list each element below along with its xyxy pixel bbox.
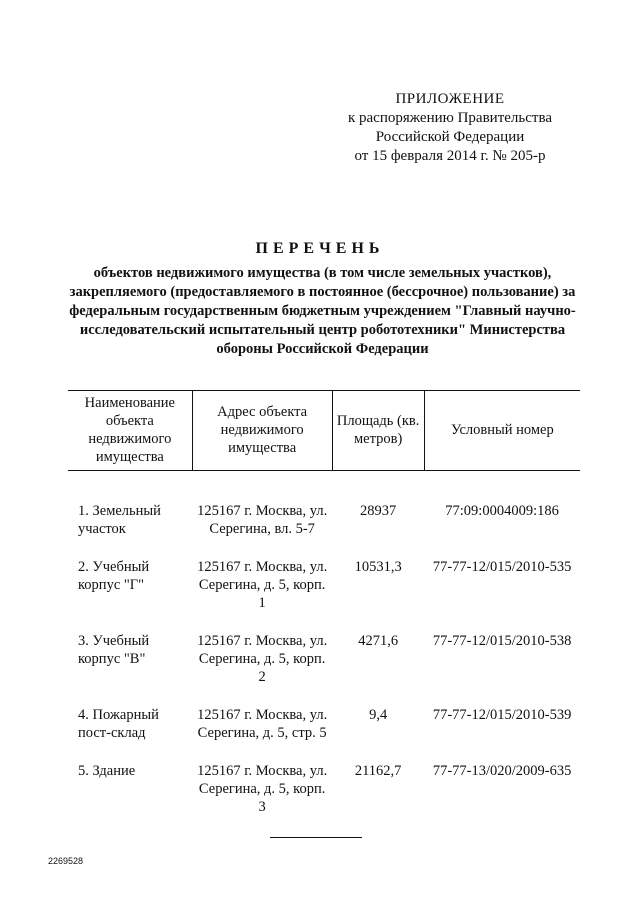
cell-address: 125167 г. Москва, ул. Серегина, д. 5, корп. 2 bbox=[197, 633, 328, 685]
document-subtitle: объектов недвижимого имущества (в том числе земельных участков), закрепляемого (предоставляемого в постоянное (бессрочное) пользование) за федеральным государственным бюджетным учреждением "Главный научно-исследовательский испытательный центр робототехники" Министерства обороны Российской Федерации bbox=[69, 265, 576, 357]
cell-name: 3. Учебный корпус "В" bbox=[78, 633, 150, 667]
header-area: Площадь (кв. метров) bbox=[332, 391, 424, 471]
cell-number: 77-77-12/015/2010-538 bbox=[432, 633, 572, 649]
table-row bbox=[68, 558, 580, 632]
cell-area: 4271,6 bbox=[358, 633, 399, 649]
appendix-date-line: от 15 февраля 2014 г. № 205-р bbox=[354, 148, 546, 164]
cell-area: 21162,7 bbox=[354, 763, 402, 779]
cell-name: 2. Учебный корпус "Г" bbox=[78, 559, 150, 593]
cell-address: 125167 г. Москва, ул. Серегина, д. 5, стр. 5 bbox=[197, 707, 328, 741]
table-row bbox=[68, 706, 580, 762]
document-code: 2269528 bbox=[48, 856, 84, 866]
cell-number: 77:09:0004009:186 bbox=[445, 503, 559, 519]
cell-name: 4. Пожарный пост-склад bbox=[78, 707, 159, 741]
cell-address: 125167 г. Москва, ул. Серегина, д. 5, корп. 1 bbox=[197, 559, 328, 611]
cell-area: 9,4 bbox=[369, 707, 388, 723]
appendix-line-1: к распоряжению Правительства bbox=[347, 110, 552, 126]
cell-number: 77-77-12/015/2010-539 bbox=[432, 707, 572, 723]
cell-area: 28937 bbox=[360, 503, 397, 519]
cell-number: 77-77-12/015/2010-535 bbox=[432, 559, 572, 575]
cell-address: 125167 г. Москва, ул. Серегина, д. 5, корп. 3 bbox=[197, 763, 328, 815]
table-row bbox=[68, 762, 580, 836]
header-address: Адрес объекта недвижимого имущества bbox=[192, 391, 332, 471]
appendix-line-2: Российской Федерации bbox=[375, 129, 525, 145]
property-table bbox=[68, 390, 580, 836]
cell-name: 5. Здание bbox=[78, 763, 136, 779]
header-name: Наименование объекта недвижимого имущества bbox=[68, 391, 192, 471]
table-header-row bbox=[68, 391, 580, 471]
table-row bbox=[68, 632, 580, 706]
document-heading: ПЕРЕЧЕНЬ bbox=[255, 240, 385, 257]
end-divider bbox=[270, 837, 362, 838]
appendix-block bbox=[300, 90, 600, 166]
cell-number: 77-77-13/020/2009-635 bbox=[432, 763, 572, 779]
cell-address: 125167 г. Москва, ул. Серегина, вл. 5-7 bbox=[197, 503, 328, 537]
header-number: Условный номер bbox=[424, 391, 580, 471]
table-row bbox=[68, 471, 580, 559]
cell-area: 10531,3 bbox=[354, 559, 402, 575]
appendix-title: ПРИЛОЖЕНИЕ bbox=[395, 91, 505, 107]
cell-name: 1. Земельный участок bbox=[78, 503, 161, 537]
